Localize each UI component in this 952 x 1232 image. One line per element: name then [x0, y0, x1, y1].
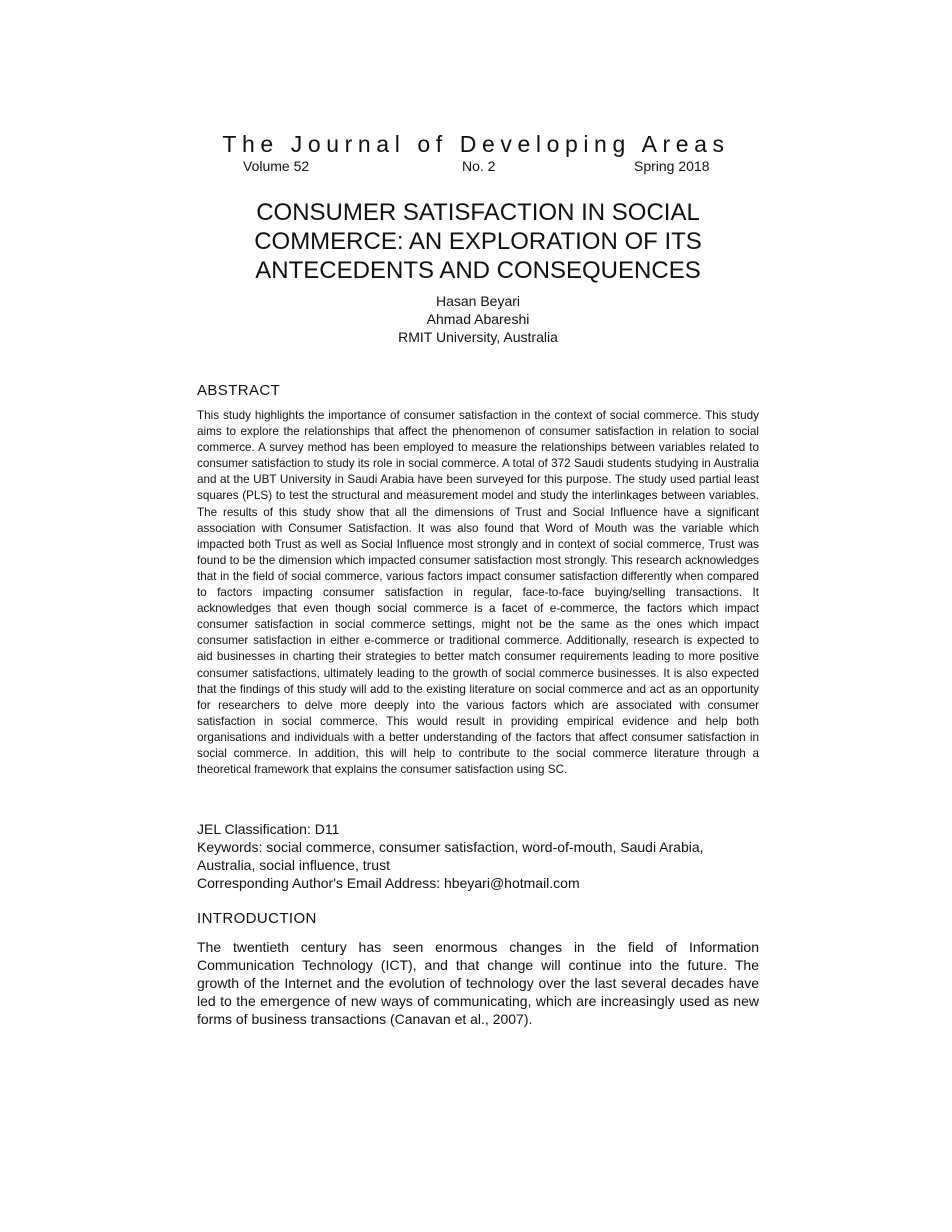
abstract-body: This study highlights the importance of consumer satisfaction in the context of social commerce. This study aims to explore the relationships that affect the phenomenon of consumer satisfaction in relation to social commerce. A survey method has been employed to measure the relationships between variables related to consumer satisfaction to study its role in social commerce. A total of 372 Saudi students studying in Australia and at the UBT University in Saudi Arabia have been surveyed for this purpose. The study used partial least squares (PLS) to test the structural and measurement model and study the interlinkages between variables. The results of this study show that all the dimensions of Trust and Social Influence have a significant association with Consumer Satisfaction. It was also found that Word of Mouth was the variable which impacted both Trust as well as Social Influence most strongly and in context of social commerce, Trust was found to be the dimension which impacted consumer satisfaction most strongly. This research acknowledges that in the field of social commerce, various factors impact consumer satisfaction differently when compared to factors impacting consumer satisfaction in regular, face-to-face buying/selling transactions. It acknowledges that even though social commerce is a facet of e-commerce, the factors which impact consumer satisfaction in social commerce settings, might not be the same as the ones which impact consumer satisfaction in either e-commerce or traditional commerce. Additionally, research is expected to aid businesses in charting their strategies to better match consumer requirements leading to more positive consumer satisfactions, ultimately leading to the growth of social commerce businesses. It is also expected that the findings of this study will add to the existing literature on social commerce and act as an opportunity for researchers to delve more deeply into the various factors which are associated with consumer satisfaction in social commerce. This would result in providing empirical evidence and help both organisations and individuals with a better understanding of the factors that affect consumer satisfaction in social commerce. In addition, this will help to contribute to the social commerce literature through a theoretical framework that explains the consumer satisfaction using SC.	[197, 409, 759, 777]
jel-classification: JEL Classification: D11	[197, 821, 340, 837]
journal-title: The Journal of Developing Areas	[222, 131, 730, 157]
journal-season: Spring 2018	[634, 158, 710, 174]
journal-volume: Volume 52	[243, 158, 310, 174]
author-affiliation: RMIT University, Australia	[398, 329, 558, 345]
keywords-line: Keywords: social commerce, consumer satisfaction, word-of-mouth, Saudi Arabia,	[197, 839, 704, 855]
author-block	[280, 292, 676, 346]
corresponding-email: Corresponding Author's Email Address: hbeyari@hotmail.com	[197, 875, 580, 891]
paper-title-line: ANTECEDENTS AND CONSEQUENCES	[255, 257, 701, 284]
keywords-line: Australia, social influence, trust	[197, 857, 390, 873]
author-name: Hasan Beyari	[435, 293, 521, 309]
author-name: Ahmad Abareshi	[426, 311, 530, 327]
introduction-body: The twentieth century has seen enormous changes in the field of Information Communication Technology (ICT), and that change will continue into the future. The growth of the Internet and the evolution of technology over the last several decades have led to the emergence of new ways of communicating, which are increasingly used as new forms of business transactions (Canavan et al., 2007).	[197, 939, 759, 1028]
introduction-heading: INTRODUCTION	[197, 910, 317, 927]
paper-title-line: CONSUMER SATISFACTION IN SOCIAL	[256, 199, 700, 226]
paper-metadata	[197, 820, 759, 892]
journal-issue-number: No. 2	[462, 158, 496, 174]
paper-title	[180, 198, 776, 285]
paper-title-line: COMMERCE: AN EXPLORATION OF ITS	[254, 228, 702, 255]
abstract-heading: ABSTRACT	[197, 382, 281, 399]
